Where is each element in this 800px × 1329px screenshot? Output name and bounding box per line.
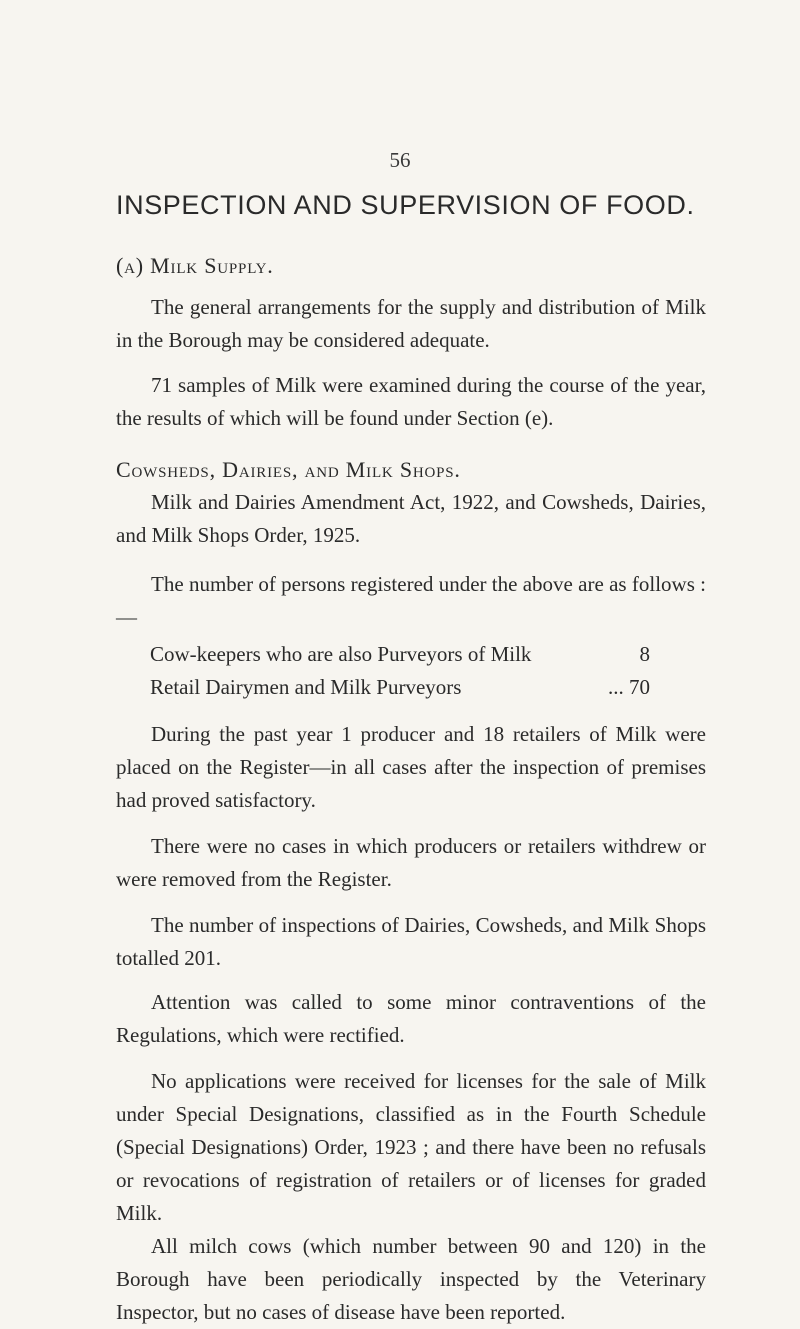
acts-paragraph: Milk and Dairies Amendment Act, 1922, and Cowsheds, Dairies, and Milk Shops Order, 1925.	[116, 490, 706, 547]
registered-intro-paragraph: The number of persons registered under the above are as follows :—	[116, 572, 706, 629]
page-number: 56	[389, 148, 411, 172]
milk-supply-paragraph-1: The general arrangements for the supply and distribution of Milk in the Borough may be considered adequate.	[116, 295, 706, 352]
page-title: INSPECTION AND SUPERVISION OF FOOD.	[116, 190, 695, 220]
milk-supply-paragraph-2: 71 samples of Milk were examined during the course of the year, the results of which will be found under Section (e).	[116, 373, 706, 430]
registered-row-cow-keepers	[150, 638, 650, 671]
registered-count: ... 70	[608, 675, 650, 699]
no-cases-paragraph: There were no cases in which producers or retailers withdrew or were removed from the Register.	[116, 834, 706, 891]
registered-row-retail-dairymen	[150, 671, 650, 704]
registered-label: Cow-keepers who are also Purveyors of Milk	[150, 642, 532, 666]
milch-cows-paragraph: All milch cows (which number between 90 and 120) in the Borough have been periodically inspected by the Veterinary Inspector, but no cases of disease have been reported.	[116, 1234, 706, 1324]
during-year-paragraph: During the past year 1 producer and 18 retailers of Milk were placed on the Register—in all cases after the inspection of premises had proved satisfactory.	[116, 722, 706, 812]
applications-paragraph: No applications were received for licenses for the sale of Milk under Special Designations, classified as in the Fourth Schedule (Special Designations) Order, 1923 ; and there have been no refusals or revocations of registration of retailers or of licenses for graded Milk.	[116, 1069, 706, 1225]
cowsheds-heading: Cowsheds, Dairies, and Milk Shops.	[116, 457, 461, 482]
attention-paragraph: Attention was called to some minor contraventions of the Regulations, which were rectified.	[116, 990, 706, 1047]
milk-supply-heading: (a) Milk Supply.	[116, 253, 274, 278]
inspections-paragraph: The number of inspections of Dairies, Cowsheds, and Milk Shops totalled 201.	[116, 913, 706, 970]
registered-label: Retail Dairymen and Milk Purveyors	[150, 675, 462, 699]
registered-count: 8	[639, 642, 650, 666]
